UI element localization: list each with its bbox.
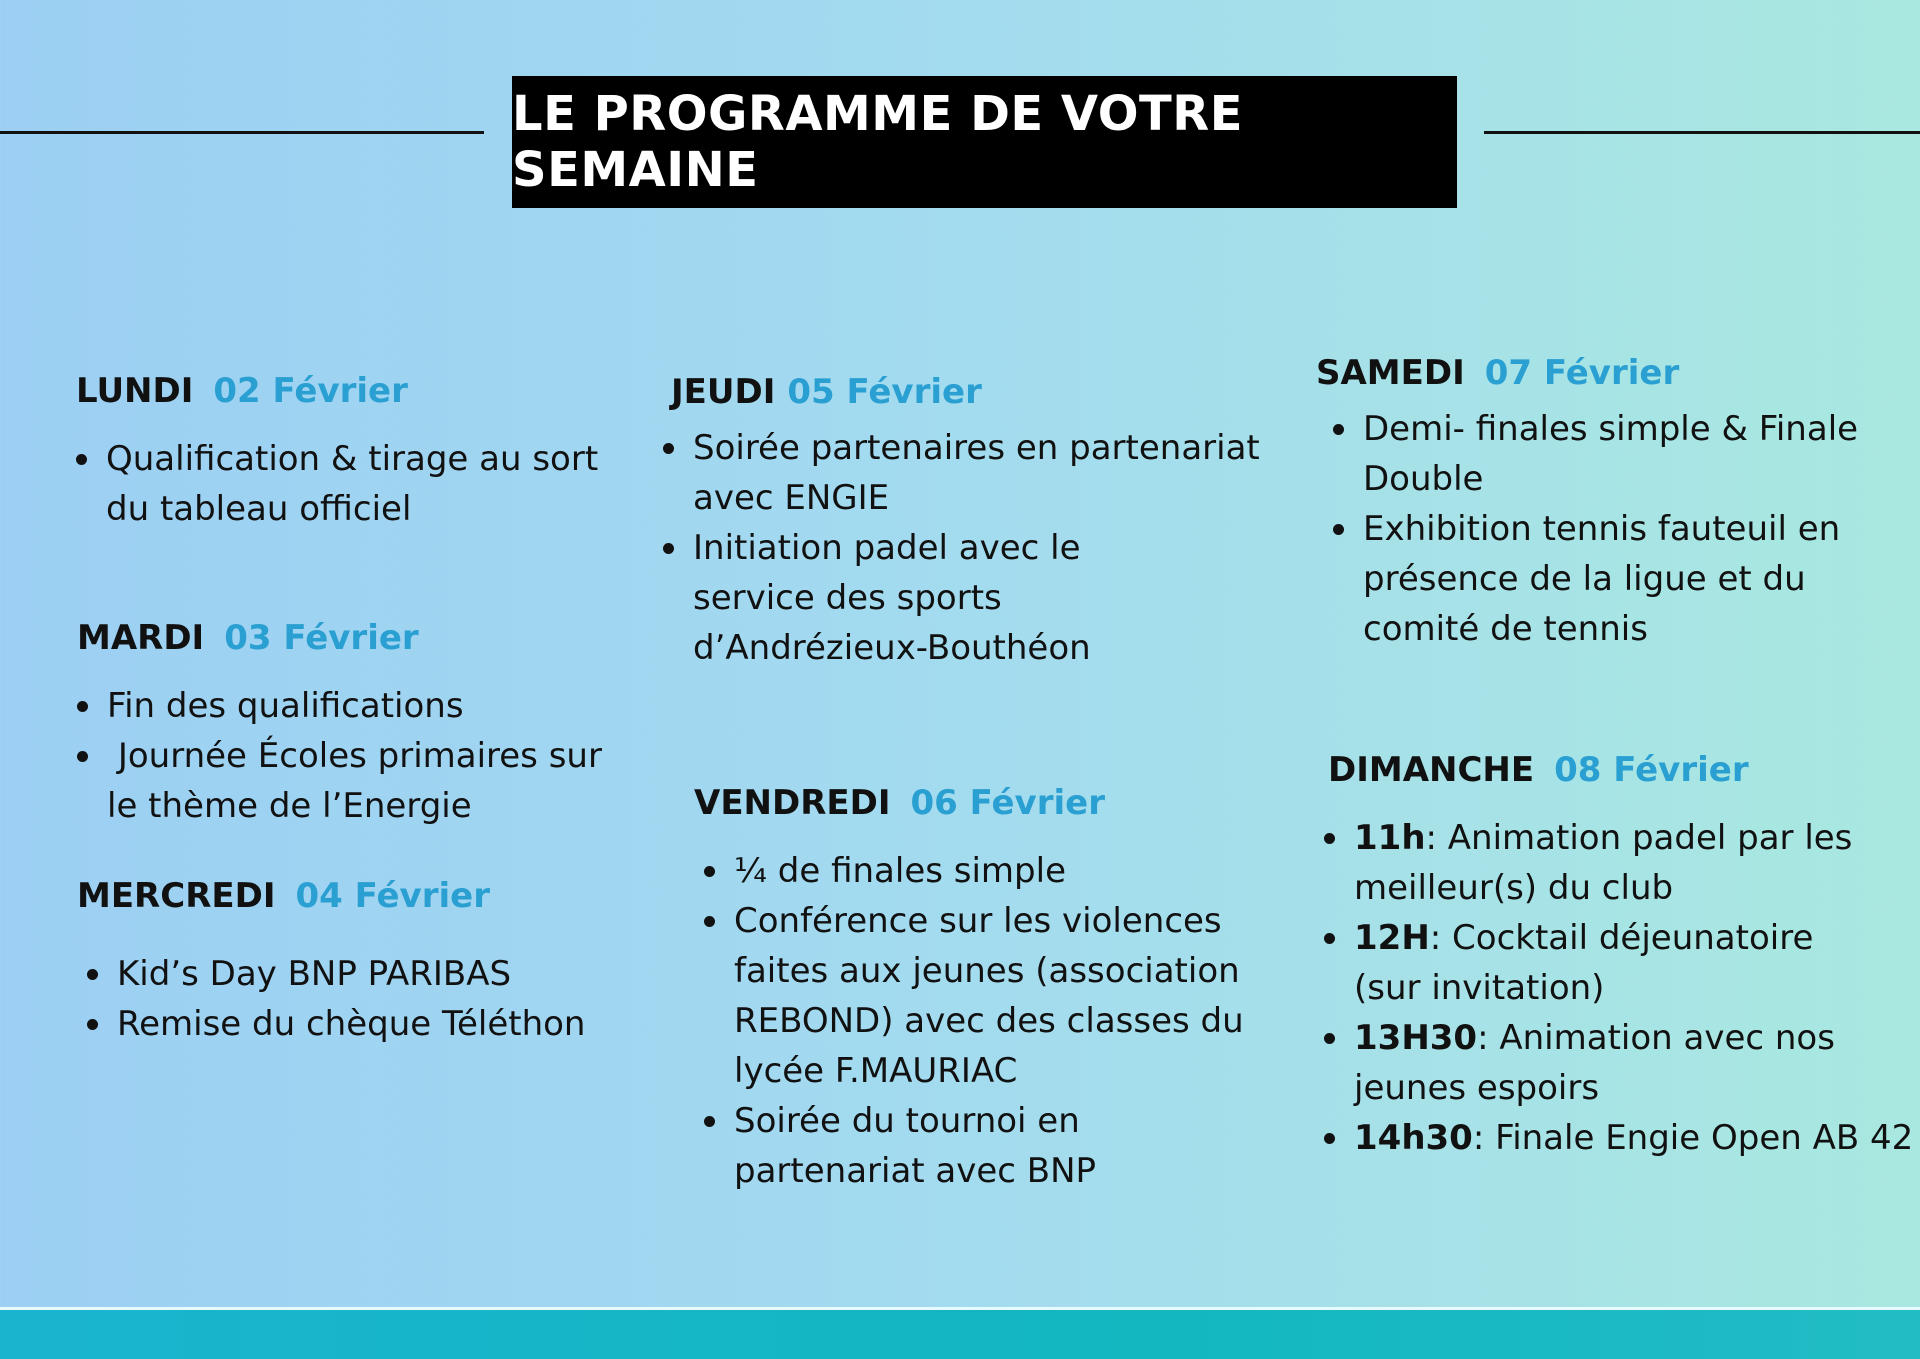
day-name: SAMEDI (1316, 353, 1465, 393)
day-name: VENDREDI (694, 783, 891, 823)
activity-text: Fin des qualifications (107, 686, 464, 726)
day-mercredi (77, 876, 617, 1049)
activity-item (1333, 404, 1920, 504)
bullet-icon (663, 543, 674, 554)
activity-text: : Animation padel par les meilleur(s) du club (1354, 818, 1853, 908)
day-date: 06 Février (910, 783, 1105, 823)
bullet-icon (1324, 1033, 1335, 1044)
bullet-icon (77, 751, 88, 762)
activity-list (704, 846, 1274, 1196)
activity-text: Soirée partenaires en partenariat avec ENGIE (693, 428, 1260, 518)
activity-time: 11h (1354, 818, 1426, 858)
activity-text: : Finale Engie Open AB 42 (1472, 1118, 1914, 1158)
day-heading (76, 371, 616, 411)
activity-list (77, 681, 617, 831)
activity-text: ¼ de finales simple (734, 851, 1066, 891)
day-name: DIMANCHE (1328, 750, 1535, 790)
day-heading (77, 618, 617, 658)
activity-item (87, 999, 617, 1049)
day-heading (671, 372, 1271, 412)
activity-item (77, 681, 617, 731)
bullet-icon (704, 1116, 715, 1127)
bullet-icon (663, 443, 674, 454)
activity-list (1333, 404, 1906, 654)
activity-item (1324, 813, 1894, 913)
activity-list (76, 434, 616, 534)
bullet-icon (1333, 424, 1344, 435)
activity-item (87, 949, 617, 999)
activity-item (1324, 913, 1854, 1013)
day-name: MERCREDI (77, 876, 276, 916)
activity-text: Demi- finales simple & Finale Double (1363, 409, 1859, 499)
activity-item (704, 846, 1274, 896)
day-date: 03 Février (224, 618, 419, 658)
bullet-icon (87, 1019, 98, 1030)
activity-list (1324, 813, 1918, 1163)
activity-item (76, 434, 616, 534)
day-date: 02 Février (213, 371, 408, 411)
activity-item (704, 1096, 1134, 1196)
activity-item (77, 731, 617, 831)
activity-item (663, 523, 1213, 673)
activity-time: 12H (1354, 918, 1430, 958)
activity-time: 14h30 (1354, 1118, 1473, 1158)
activity-text: Conférence sur les violences faites aux jeunes (association REBOND) avec des classes du lycée F.MAURIAC (734, 901, 1244, 1091)
day-heading (694, 783, 1274, 823)
bullet-icon (1333, 524, 1344, 535)
page-title (512, 76, 1457, 208)
day-mardi (77, 618, 617, 831)
day-lundi (76, 371, 616, 534)
activity-item (663, 423, 1263, 523)
activity-list (87, 949, 617, 1049)
activity-text: Initiation padel avec le service des sports d’Andrézieux-Bouthéon (693, 528, 1091, 668)
day-name: LUNDI (76, 371, 194, 411)
activity-item (1324, 1013, 1854, 1113)
bullet-icon (1324, 833, 1335, 844)
activity-text: Journée Écoles primaires sur le thème de l’Energie (107, 736, 613, 826)
bullet-icon (1324, 1133, 1335, 1144)
day-vendredi (694, 783, 1274, 1196)
day-name: JEUDI (671, 372, 776, 412)
day-dimanche (1328, 750, 1918, 1163)
activity-text: Soirée du tournoi en partenariat avec BNP (734, 1101, 1097, 1191)
activity-item (1333, 504, 1883, 654)
bullet-icon (77, 701, 88, 712)
bullet-icon (76, 454, 87, 465)
day-heading (1328, 750, 1918, 790)
activity-text: : Animation avec nos jeunes espoirs (1354, 1018, 1835, 1108)
activity-time: 13H30 (1354, 1018, 1478, 1058)
bullet-icon (704, 866, 715, 877)
title-rule-left (0, 131, 484, 134)
activity-text: Kid’s Day BNP PARIBAS (117, 954, 512, 994)
activity-text: Exhibition tennis fauteuil en présence de la ligue et du comité de tennis (1363, 509, 1841, 649)
day-jeudi (671, 372, 1271, 673)
day-samedi (1316, 353, 1906, 654)
bullet-icon (704, 916, 715, 927)
activity-text: : Cocktail déjeunatoire (sur invitation) (1354, 918, 1814, 1008)
activity-list (663, 423, 1271, 673)
activity-item (704, 896, 1244, 1096)
day-heading (77, 876, 617, 916)
activity-text: Remise du chèque Téléthon (117, 1004, 586, 1044)
title-rule-right (1484, 131, 1920, 134)
day-name: MARDI (77, 618, 205, 658)
activity-text: Qualification & tirage au sort du tableau officiel (106, 439, 599, 529)
bottom-band (0, 1307, 1920, 1359)
day-date: 05 Février (787, 372, 982, 412)
page-title-text: LE PROGRAMME DE VOTRE SEMAINE (512, 86, 1244, 198)
activity-item (1324, 1113, 1920, 1163)
day-date: 04 Février (295, 876, 490, 916)
day-heading (1316, 353, 1906, 393)
day-date: 08 Février (1554, 750, 1749, 790)
day-date: 07 Février (1484, 353, 1680, 393)
bullet-icon (1324, 933, 1335, 944)
bullet-icon (87, 969, 98, 980)
